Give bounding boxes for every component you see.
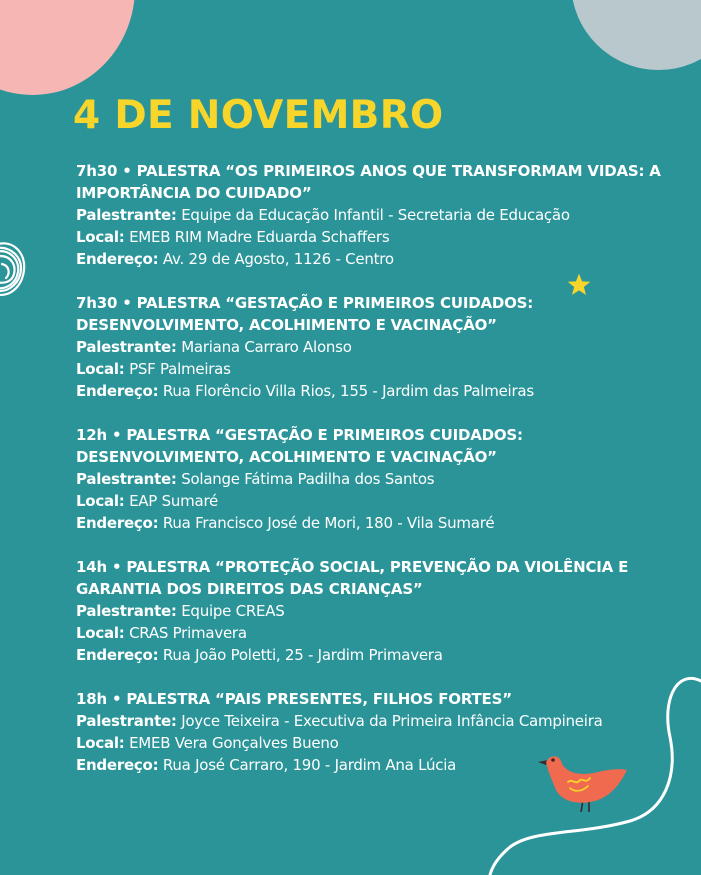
address-label: Endereço: xyxy=(76,756,159,774)
event-item xyxy=(76,556,676,688)
gray-blob xyxy=(571,0,701,70)
event-location xyxy=(76,358,676,380)
location-value: PSF Palmeiras xyxy=(129,360,231,378)
address-label: Endereço: xyxy=(76,514,159,532)
scribble-circle-icon xyxy=(0,238,32,302)
event-item xyxy=(76,160,676,292)
event-item xyxy=(76,688,676,820)
event-item xyxy=(76,292,676,424)
event-title: 7h30 • PALESTRA “GESTAÇÃO E PRIMEIROS CUIDADOS: DESENVOLVIMENTO, ACOLHIMENTO E VACINAÇÃO” xyxy=(76,294,534,334)
location-value: EAP Sumaré xyxy=(129,492,219,510)
location-label: Local: xyxy=(76,734,125,752)
event-address xyxy=(76,754,676,776)
location-value: EMEB Vera Gonçalves Bueno xyxy=(129,734,339,752)
event-item xyxy=(76,424,676,556)
address-value: Rua Florêncio Villa Rios, 155 - Jardim das Palmeiras xyxy=(162,382,534,400)
speaker-label: Palestrante: xyxy=(76,712,177,730)
event-speaker xyxy=(76,710,676,732)
address-value: Av. 29 de Agosto, 1126 - Centro xyxy=(162,250,394,268)
address-value: Rua Francisco José de Mori, 180 - Vila Sumaré xyxy=(162,514,495,532)
speaker-value: Solange Fátima Padilha dos Santos xyxy=(181,470,435,488)
speaker-label: Palestrante: xyxy=(76,602,177,620)
event-location xyxy=(76,732,676,754)
event-location xyxy=(76,226,676,248)
event-list xyxy=(76,160,676,820)
event-location xyxy=(76,622,676,644)
event-speaker xyxy=(76,468,676,490)
speaker-label: Palestrante: xyxy=(76,338,177,356)
event-title: 14h • PALESTRA “PROTEÇÃO SOCIAL, PREVENÇÃO DA VIOLÊNCIA E GARANTIA DOS DIREITOS DAS CRIANÇAS” xyxy=(76,558,629,598)
address-label: Endereço: xyxy=(76,382,159,400)
event-address xyxy=(76,644,676,666)
location-label: Local: xyxy=(76,228,125,246)
location-value: EMEB RIM Madre Eduarda Schaffers xyxy=(129,228,390,246)
address-value: Rua José Carraro, 190 - Jardim Ana Lúcia xyxy=(162,756,457,774)
address-value: Rua João Poletti, 25 - Jardim Primavera xyxy=(162,646,443,664)
page-title: 4 DE NOVEMBRO xyxy=(73,93,444,138)
event-speaker xyxy=(76,204,676,226)
location-label: Local: xyxy=(76,624,125,642)
event-address xyxy=(76,380,676,402)
speaker-label: Palestrante: xyxy=(76,470,177,488)
event-title: 18h • PALESTRA “PAIS PRESENTES, FILHOS FORTES” xyxy=(76,690,512,708)
speaker-value: Equipe CREAS xyxy=(181,602,285,620)
speaker-label: Palestrante: xyxy=(76,206,177,224)
event-speaker xyxy=(76,336,676,358)
location-value: CRAS Primavera xyxy=(129,624,247,642)
speaker-value: Mariana Carraro Alonso xyxy=(181,338,352,356)
event-title: 7h30 • PALESTRA “OS PRIMEIROS ANOS QUE TRANSFORMAM VIDAS: A IMPORTÂNCIA DO CUIDADO” xyxy=(76,162,661,202)
address-label: Endereço: xyxy=(76,646,159,664)
event-speaker xyxy=(76,600,676,622)
address-label: Endereço: xyxy=(76,250,159,268)
speaker-value: Equipe da Educação Infantil - Secretaria de Educação xyxy=(181,206,570,224)
event-location xyxy=(76,490,676,512)
speaker-value: Joyce Teixeira - Executiva da Primeira Infância Campineira xyxy=(181,712,603,730)
event-address xyxy=(76,248,676,270)
pink-blob xyxy=(0,0,135,95)
event-address xyxy=(76,512,676,534)
event-title: 12h • PALESTRA “GESTAÇÃO E PRIMEIROS CUIDADOS: DESENVOLVIMENTO, ACOLHIMENTO E VACINAÇÃO” xyxy=(76,426,523,466)
location-label: Local: xyxy=(76,360,125,378)
location-label: Local: xyxy=(76,492,125,510)
